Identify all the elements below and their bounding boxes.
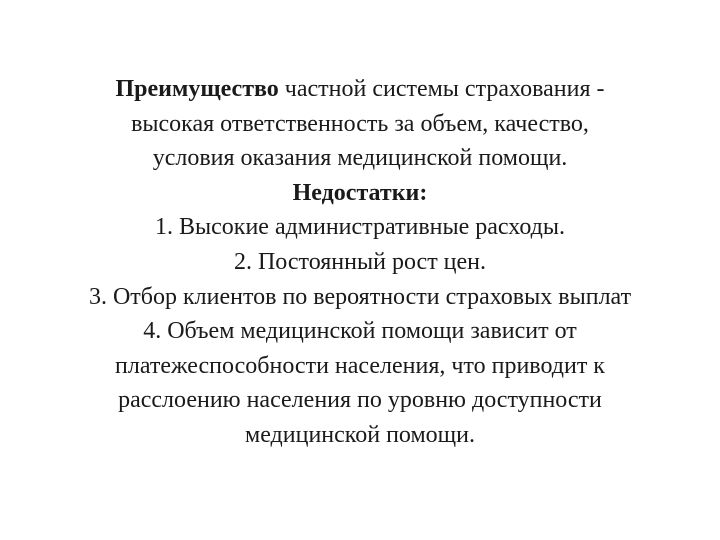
advantage-line-1 — [20, 72, 700, 107]
advantage-label: Преимущество — [115, 76, 279, 102]
disadvantage-item-1: 1. Высокие административные расходы. — [155, 214, 565, 241]
advantage-line-2: высокая ответственность за объем, качество, — [131, 110, 589, 137]
disadvantages-heading: Недостатки: — [292, 179, 428, 206]
disadvantage-item-4-line-1: 4. Объем медицинской помощи зависит от — [143, 318, 577, 345]
advantage-line-3: условия оказания медицинской помощи. — [152, 145, 568, 172]
slide-text-block — [20, 72, 700, 453]
disadvantage-item-3: 3. Отбор клиентов по вероятности страховых выплат — [88, 283, 632, 310]
disadvantage-item-2: 2. Постоянный рост цен. — [233, 248, 487, 275]
disadvantage-item-4-line-3: расслоению населения по уровню доступности — [118, 387, 602, 414]
disadvantage-item-4-line-2: платежеспособности населения, что приводит к — [115, 352, 605, 379]
disadvantage-item-4-line-4: медицинской помощи. — [245, 421, 475, 448]
advantage-line-1-rest: частной системы страхования - — [278, 76, 605, 102]
